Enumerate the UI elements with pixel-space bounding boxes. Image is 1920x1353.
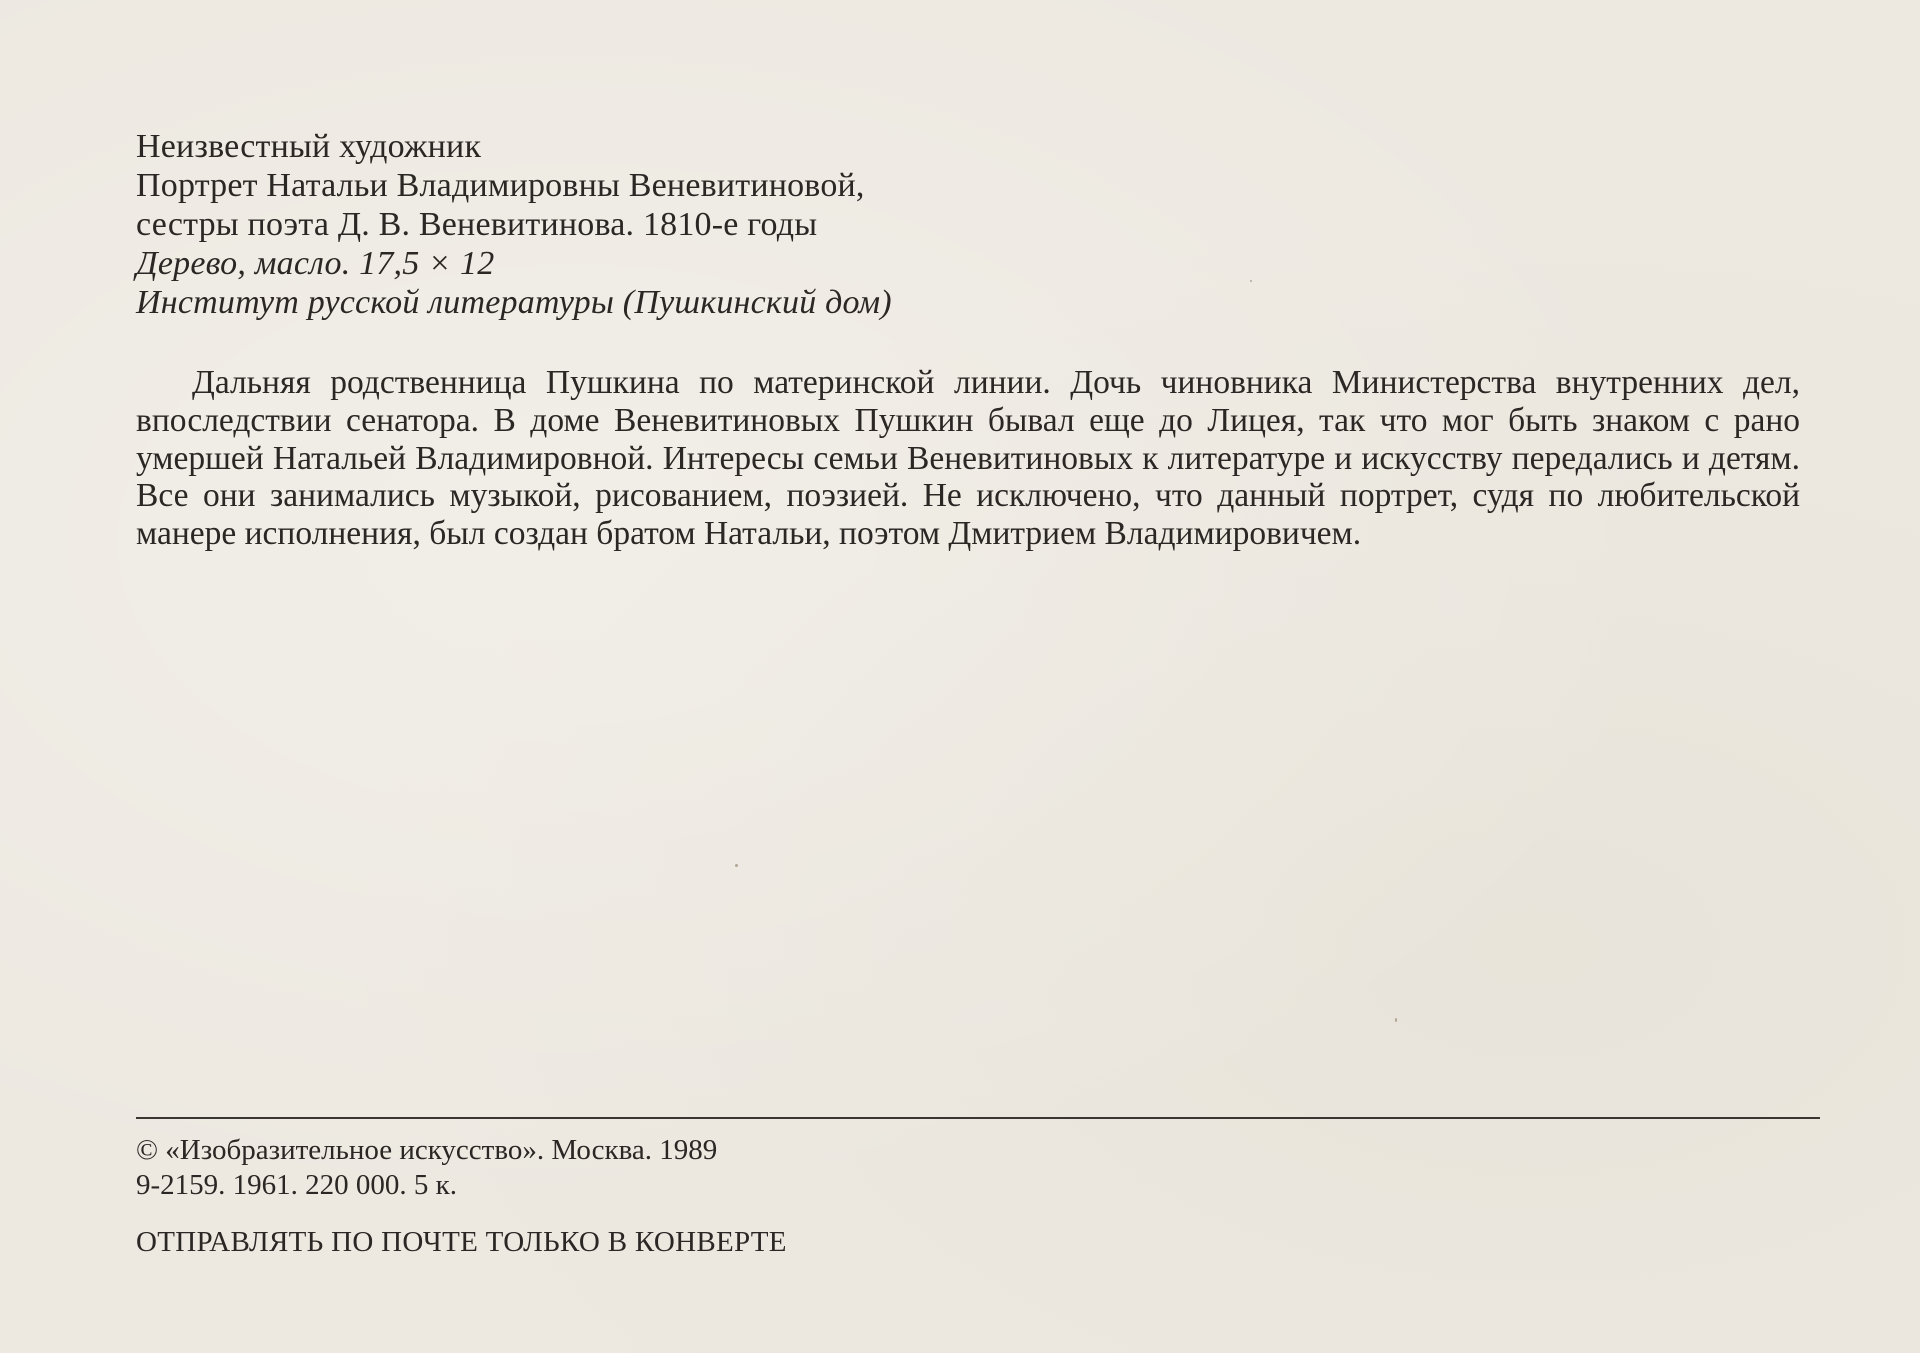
description-block bbox=[136, 364, 1800, 553]
artwork-medium: Дерево, масло. 17,5 × 12 bbox=[136, 245, 495, 282]
artwork-title-line-2: сестры поэта Д. В. Веневитинова. 1810-е годы bbox=[136, 206, 818, 243]
print-info-line: 9-2159. 1961. 220 000. 5 к. bbox=[136, 1169, 457, 1201]
artist-name: Неизвестный художник bbox=[136, 128, 482, 165]
footer-divider bbox=[136, 1117, 1820, 1119]
paper-speck bbox=[1250, 280, 1252, 282]
paper-speck bbox=[735, 864, 738, 867]
artwork-title-line-1: Портрет Натальи Владимировны Веневитиновой, bbox=[136, 167, 865, 204]
artwork-caption bbox=[136, 127, 1136, 322]
copyright-line: © «Изобразительное искусство». Москва. 1989 bbox=[136, 1134, 718, 1166]
description-paragraph: Дальняя родственница Пушкина по материнской линии. Дочь чиновника Министерства внутренних дел, впоследствии сенатора. В доме Веневитиновых Пушкин бывал еще до Лицея, так что мог быть знаком с рано умершей Натальей Владимировной. Интересы семьи Веневитиновых к литературе и искусству передались и детям. Все они занимались музыкой, рисованием, поэзией. Не исключено, что данный портрет, судя по любительской манере исполнения, был создан братом Натальи, поэтом Дмитрием Владимировичем. bbox=[136, 364, 1800, 553]
mail-notice: ОТПРАВЛЯТЬ ПО ПОЧТЕ ТОЛЬКО В КОНВЕРТЕ bbox=[136, 1226, 787, 1258]
publisher-footer bbox=[136, 1133, 787, 1260]
paper-speck bbox=[1395, 1018, 1397, 1022]
artwork-collection: Институт русской литературы (Пушкинский дом) bbox=[136, 284, 892, 321]
